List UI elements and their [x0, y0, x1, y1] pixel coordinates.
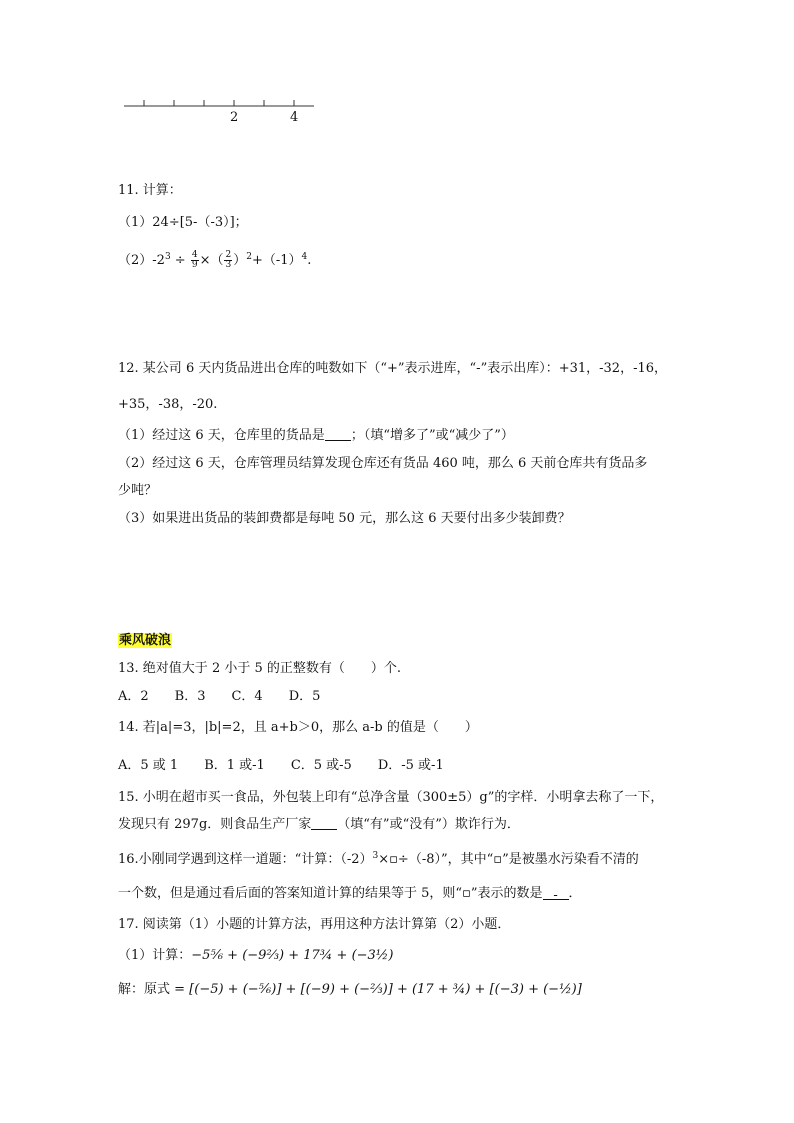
- q16-line1-suffix: ×▫÷（-8）”，其中“▫”是被墨水污染看不清的: [378, 852, 639, 867]
- frac-num: 4: [191, 250, 198, 260]
- q11-p2-div: ÷: [170, 253, 186, 268]
- q16-exp: 3: [372, 851, 379, 861]
- q15-line2-prefix: 发现只有 297g．则食品生产厂家: [118, 817, 312, 832]
- q11-p2-prefix: （2）-2: [118, 253, 165, 268]
- q15-line1: 15. 小明在超市买一食品，外包装上印有“总净含量（300±5）g”的字样．小明拿去称了一下，: [118, 790, 664, 805]
- q15-line2-suffix: （填“有”或“没有”）欺诈行为．: [337, 817, 520, 832]
- q16-line1: [118, 847, 639, 869]
- answer-blank-text: -: [553, 888, 558, 903]
- answer-blank[interactable]: [325, 428, 351, 441]
- frac-den: 9: [191, 260, 198, 270]
- section-title-text: 乘风破浪: [119, 633, 172, 648]
- q13-stem: 13. 绝对值大于 2 小于 5 的正整数有（ ）个.: [118, 661, 402, 676]
- q16-line2-suffix: ．: [568, 886, 582, 901]
- q12-line1: 12. 某公司 6 天内货品进出仓库的吨数如下（“+”表示进库，“-”表示出库）：+31，-32，-16，: [118, 361, 668, 376]
- q12-part2-line1: （2）经过这 6 天，仓库管理员结算发现仓库还有货品 460 吨，那么 6 天前仓库共有货品多: [118, 456, 648, 471]
- q11-part2: [118, 248, 311, 270]
- q15-line2: [118, 816, 520, 834]
- q11-title: 11. 计算：: [118, 183, 182, 198]
- q16-line2-prefix: 一个数，但是通过看后面的答案知道计算的结果等于 5，则“▫”表示的数是: [118, 886, 543, 901]
- q12-p1-prefix: （1）经过这 6 天，仓库里的货品是: [118, 428, 325, 443]
- q17-p1-label: （1）计算：: [118, 948, 192, 963]
- q11-p2-exp2: 2: [246, 252, 252, 262]
- q17-stem: 17. 阅读第（1）小题的计算方法，再用这种方法计算第（2）小题．: [118, 917, 511, 932]
- q12-p1-suffix: ；（填“增多了”或“减少了”）: [350, 428, 514, 443]
- q17-p1-expression: −5⅚ + (−9⅔) + 17¾ + (−3½): [191, 948, 394, 963]
- number-line: [124, 96, 316, 126]
- q11-p2-exp3: 4: [301, 252, 308, 262]
- q11-part1: （1）24÷[5-（-3）]；: [118, 215, 248, 230]
- answer-blank[interactable]: [543, 887, 569, 903]
- q11-p2-mid: ×（: [199, 253, 224, 268]
- q14-stem: 14. 若|a|=3，|b|=2，且 a+b＞0，那么 a-b 的值是（ ）: [118, 720, 478, 735]
- q12-part2-line2: 少吨？: [118, 483, 158, 498]
- q17-solution: [118, 981, 582, 999]
- q11-fraction-4-9: [191, 251, 199, 270]
- q17-part1: [118, 947, 393, 965]
- q12-line2: +35，-38，-20.: [118, 397, 218, 412]
- q17-solution-expression: [(−5) + (−⅚)] + [(−9) + (−⅔)] + (17 + ¾) + [(−3) + (−½)]: [189, 982, 582, 997]
- q13-options: A．2 B．3 C．4 D．5: [118, 689, 321, 704]
- q12-part3: （3）如果进出货品的装卸费都是每吨 50 元，那么这 6 天要付出多少装卸费？: [118, 511, 571, 526]
- q16-line1-prefix: 16.小刚同学遇到这样一道题：“计算：（-2）: [118, 852, 373, 867]
- section-title: [118, 632, 172, 650]
- q11-p2-tail: +（-1）: [251, 253, 302, 268]
- q11-p2-exp: 3: [164, 252, 171, 262]
- q14-options: A．5 或 1 B．1 或-1 C．5 或-5 D．-5 或-1: [118, 758, 444, 773]
- q11-p2-close: ）: [233, 253, 247, 268]
- q17-solution-label: 解：原式 =: [118, 982, 190, 997]
- q11-fraction-2-3: [224, 251, 232, 270]
- frac-num: 2: [225, 250, 232, 260]
- q16-line2: [118, 885, 582, 903]
- q12-part1: [118, 427, 514, 445]
- frac-den: 3: [225, 260, 232, 270]
- number-line-tick-2: 2: [230, 110, 239, 125]
- answer-blank[interactable]: [311, 817, 337, 830]
- number-line-tick-4: 4: [290, 110, 299, 125]
- q11-p2-end: .: [307, 253, 312, 268]
